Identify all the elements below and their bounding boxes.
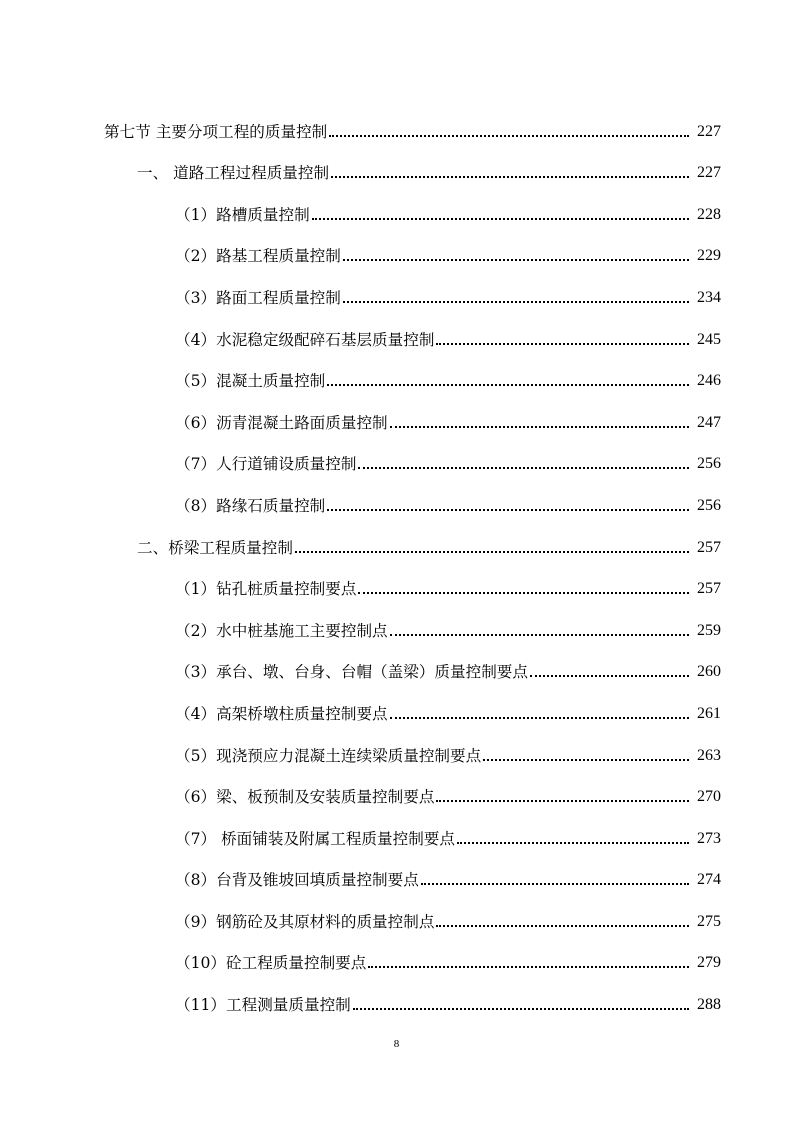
dot-leader <box>343 301 689 303</box>
dot-leader <box>353 1008 689 1010</box>
dot-leader <box>436 925 689 927</box>
dot-leader <box>295 551 689 553</box>
toc-entry-title: （10）砼工程质量控制要点 <box>175 954 367 973</box>
toc-entry-title: （4）水泥稳定级配碎石基层质量控制 <box>175 330 435 349</box>
toc-entry-title: 第七节 主要分项工程的质量控制 <box>104 122 328 141</box>
toc-entry-page: 228 <box>697 205 721 223</box>
dot-leader <box>358 592 689 594</box>
toc-entry[interactable] <box>0 517 793 559</box>
toc-entry-page: 227 <box>697 122 721 140</box>
toc-entry[interactable] <box>0 309 793 351</box>
toc-entry-page: 234 <box>697 288 721 306</box>
toc-entry[interactable] <box>0 767 793 809</box>
toc-entry-page: 261 <box>697 704 721 722</box>
toc-entry-title: 一、 道路工程过程质量控制 <box>137 164 330 183</box>
toc-entry[interactable] <box>0 143 793 185</box>
toc-entry-page: 229 <box>697 247 721 265</box>
toc-entry-page: 247 <box>697 413 721 431</box>
toc-entry-page: 245 <box>697 330 721 348</box>
toc-entry-title: （2）水中桩基施工主要控制点 <box>175 621 388 640</box>
dot-leader <box>390 717 689 719</box>
toc-entry-page: 260 <box>697 663 721 681</box>
toc-entry[interactable] <box>0 850 793 892</box>
toc-entry[interactable] <box>0 392 793 434</box>
toc-entry-title: （3）承台、墩、台身、台帽（盖梁）质量控制要点 <box>175 663 528 682</box>
dot-leader <box>436 343 689 345</box>
dot-leader <box>327 384 689 386</box>
toc-entry[interactable] <box>0 808 793 850</box>
page-number: 8 <box>393 1038 400 1050</box>
dot-leader <box>329 135 689 137</box>
toc-entry-title: （3）路面工程质量控制 <box>175 288 341 307</box>
toc-entry-title: 二、桥梁工程质量控制 <box>137 538 293 557</box>
toc-entry[interactable] <box>0 933 793 975</box>
toc-entry[interactable] <box>0 683 793 725</box>
toc-entry[interactable] <box>0 559 793 601</box>
toc-entry-title: （6）梁、板预制及安装质量控制要点 <box>175 788 435 807</box>
toc-entry-page: 279 <box>697 954 721 972</box>
toc-entry-title: （11）工程测量质量控制 <box>175 996 351 1015</box>
dot-leader <box>390 634 689 636</box>
dot-leader <box>331 176 689 178</box>
toc-entry-title: （7） 桥面铺装及附属工程质量控制要点 <box>175 829 455 848</box>
dot-leader <box>358 467 689 469</box>
toc-entry-title: （9）钢筋砼及其原材料的质量控制点 <box>175 912 435 931</box>
toc-entry-page: 288 <box>697 996 721 1014</box>
toc-entry-page: 256 <box>697 496 721 514</box>
toc-entry-page: 274 <box>697 871 721 889</box>
dot-leader <box>390 426 689 428</box>
toc-entry-title: （7）人行道铺设质量控制 <box>175 455 357 474</box>
toc-entry[interactable] <box>0 184 793 226</box>
toc-entry-title: （5）混凝土质量控制 <box>175 372 326 391</box>
dot-leader <box>457 842 689 844</box>
toc-entry[interactable] <box>0 267 793 309</box>
dot-leader <box>327 509 689 511</box>
toc-entry[interactable] <box>0 475 793 517</box>
toc-entry[interactable] <box>0 101 793 143</box>
dot-leader <box>421 883 689 885</box>
toc-entry[interactable] <box>0 434 793 476</box>
toc-entry-title: （1）钻孔桩质量控制要点 <box>175 580 357 599</box>
toc-entry-page: 257 <box>697 538 721 556</box>
toc-entry-title: （6）沥青混凝土路面质量控制 <box>175 413 388 432</box>
toc-entry[interactable] <box>0 891 793 933</box>
dot-leader <box>483 759 689 761</box>
toc-entry-page: 273 <box>697 829 721 847</box>
toc-entry[interactable] <box>0 642 793 684</box>
dot-leader <box>368 966 689 968</box>
toc-entry-title: （8）路缘石质量控制 <box>175 496 326 515</box>
table-of-contents <box>0 101 793 1016</box>
toc-entry-page: 256 <box>697 455 721 473</box>
toc-entry-title: （5）现浇预应力混凝土连续梁质量控制要点 <box>175 746 482 765</box>
toc-entry-title: （2）路基工程质量控制 <box>175 247 341 266</box>
dot-leader <box>343 259 689 261</box>
toc-entry[interactable] <box>0 600 793 642</box>
toc-entry[interactable] <box>0 351 793 393</box>
toc-entry-page: 263 <box>697 746 721 764</box>
dot-leader <box>530 675 689 677</box>
toc-entry-page: 246 <box>697 372 721 390</box>
toc-entry-page: 259 <box>697 621 721 639</box>
toc-entry-page: 227 <box>697 164 721 182</box>
dot-leader <box>312 218 689 220</box>
toc-entry[interactable] <box>0 226 793 268</box>
toc-entry-page: 275 <box>697 912 721 930</box>
toc-entry[interactable] <box>0 974 793 1016</box>
toc-entry-page: 257 <box>697 580 721 598</box>
toc-entry[interactable] <box>0 725 793 767</box>
toc-entry-page: 270 <box>697 788 721 806</box>
toc-entry-title: （4）高架桥墩柱质量控制要点 <box>175 704 388 723</box>
toc-entry-title: （8）台背及锥坡回填质量控制要点 <box>175 871 419 890</box>
dot-leader <box>436 800 689 802</box>
toc-entry-title: （1）路槽质量控制 <box>175 205 310 224</box>
